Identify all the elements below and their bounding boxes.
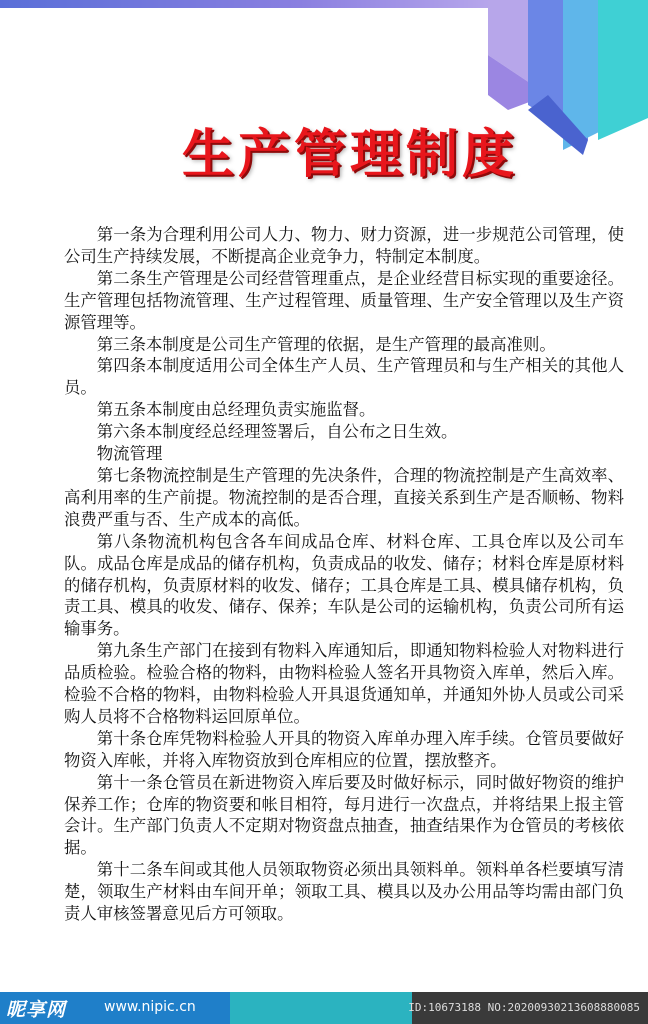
- paragraph: 第四条本制度适用公司全体生产人员、生产管理员和与生产相关的其他人员。: [64, 356, 624, 398]
- paragraph: 第五条本制度由总经理负责实施监督。: [96, 400, 376, 420]
- document-body: [64, 224, 624, 925]
- paragraph: 第二条生产管理是公司经营管理重点，是企业经营目标实现的重要途径。生产管理包括物流管理、生产过程管理、质量管理、生产安全管理以及生产资源管理等。: [64, 268, 624, 332]
- paragraph: 第一条为合理利用公司人力、物力、财力资源，进一步规范公司管理，使公司生产持续发展，不断提高企业竞争力，特制定本制度。: [64, 225, 624, 266]
- document-title: 生产管理制度: [181, 125, 518, 185]
- top-accent-bar: [0, 0, 500, 8]
- paragraph: 第十条仓库凭物料检验人开具的物资入库单办理入库手续。仓管员要做好物资入库帐，并将入库物资放到仓库相应的位置，摆放整齐。: [64, 728, 624, 770]
- paragraph: 第九条生产部门在接到有物料入库通知后，即通知物料检验人对物料进行品质检验。检验合格的物料，由物料检验人签名开具物资入库单，然后入库。检验不合格的物料，由物料检验人开具退货通知单，并通知外协人员或公司采购人员将不合格物料运回原单位。: [64, 641, 624, 726]
- paragraph: 第三条本制度是公司生产管理的依据，是生产管理的最高准则。: [96, 334, 556, 354]
- image-id: ID:10673188 NO:20200930213608880085: [408, 1001, 640, 1014]
- watermark-footer: [0, 992, 648, 1024]
- section-heading: 物流管理: [96, 444, 163, 464]
- footer-id-area: [408, 992, 648, 1024]
- paragraph: 第六条本制度经总经理签署后，自公布之日生效。: [96, 422, 458, 442]
- footer-brand-area: [0, 992, 230, 1024]
- paragraph: 第八条物流机构包含各车间成品仓库、材料仓库、工具仓库以及公司车队。成品仓库是成品的储存机构，负责成品的收发、储存；材料仓库是原材料的储存机构，负责原材料的收发、储存；工具仓库是工具、模具储存机构，负责工具、模具的收发、储存、保养；车队是公司的运输机构，负责公司所有运输事务。: [64, 531, 624, 639]
- site-url: www.nipic.cn: [104, 999, 196, 1015]
- paragraph: 第七条物流控制是生产管理的先决条件，合理的物流控制是产生高效率、高利用率的生产前提。物流控制的是否合理，直接关系到生产是否顺畅、物料浪费严重与否、生产成本的高低。: [64, 465, 624, 529]
- paragraph: 第十一条仓管员在新进物资入库后要及时做好标示，同时做好物资的维护保养工作；仓库的物资要和帐目相符，每月进行一次盘点，并将结果上报主管会计。生产部门负责人不定期对物资盘点抽查，抽查结果作为仓管员的考核依据。: [64, 772, 624, 858]
- paragraph: 第十二条车间或其他人员领取物资必须出具领料单。领料单各栏要填写清楚，领取生产材料由车间开单；领取工具、模具以及办公用品等均需由部门负责人审核签署意见后方可领取。: [64, 860, 624, 924]
- site-logo: 昵享网: [6, 999, 67, 1021]
